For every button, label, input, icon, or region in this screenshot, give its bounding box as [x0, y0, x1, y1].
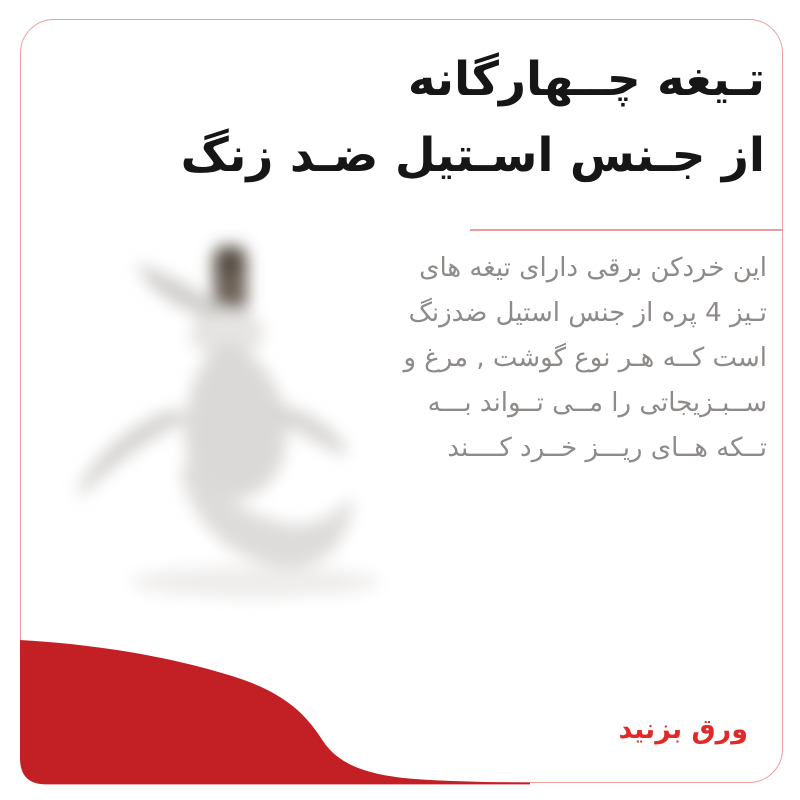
title-line-1: تـیغه چــهارگانه [407, 52, 765, 107]
page-title [40, 42, 765, 194]
description-line: است کــه هـر نوع گوشت , مرغ و [403, 343, 767, 373]
shadow-shape [130, 566, 380, 598]
description-line: این خردکن برقی دارای تیغه های [419, 253, 767, 283]
description-text [403, 246, 767, 471]
description-line: ســبـزیجاتی را مــی تــواند بـــه [427, 388, 767, 418]
blade-shaft-cap-shape [217, 246, 243, 276]
red-wave-path [20, 640, 530, 784]
description-line: تــکه هــای ریـــز خــرد کــــند [447, 433, 767, 463]
description-line: تـیز 4 پره از جنس استیل ضدزنگ [408, 298, 767, 328]
title-separator-line [470, 229, 783, 231]
blade-arm-lower-left-shape [78, 409, 192, 496]
blade-arm-upper-left-shape [138, 265, 218, 318]
product-image-blurred [50, 220, 460, 630]
swipe-cta-label: ورق بزنید [618, 714, 748, 745]
title-line-2: از جـنس اسـتیل ضـد زنگ [180, 128, 765, 183]
